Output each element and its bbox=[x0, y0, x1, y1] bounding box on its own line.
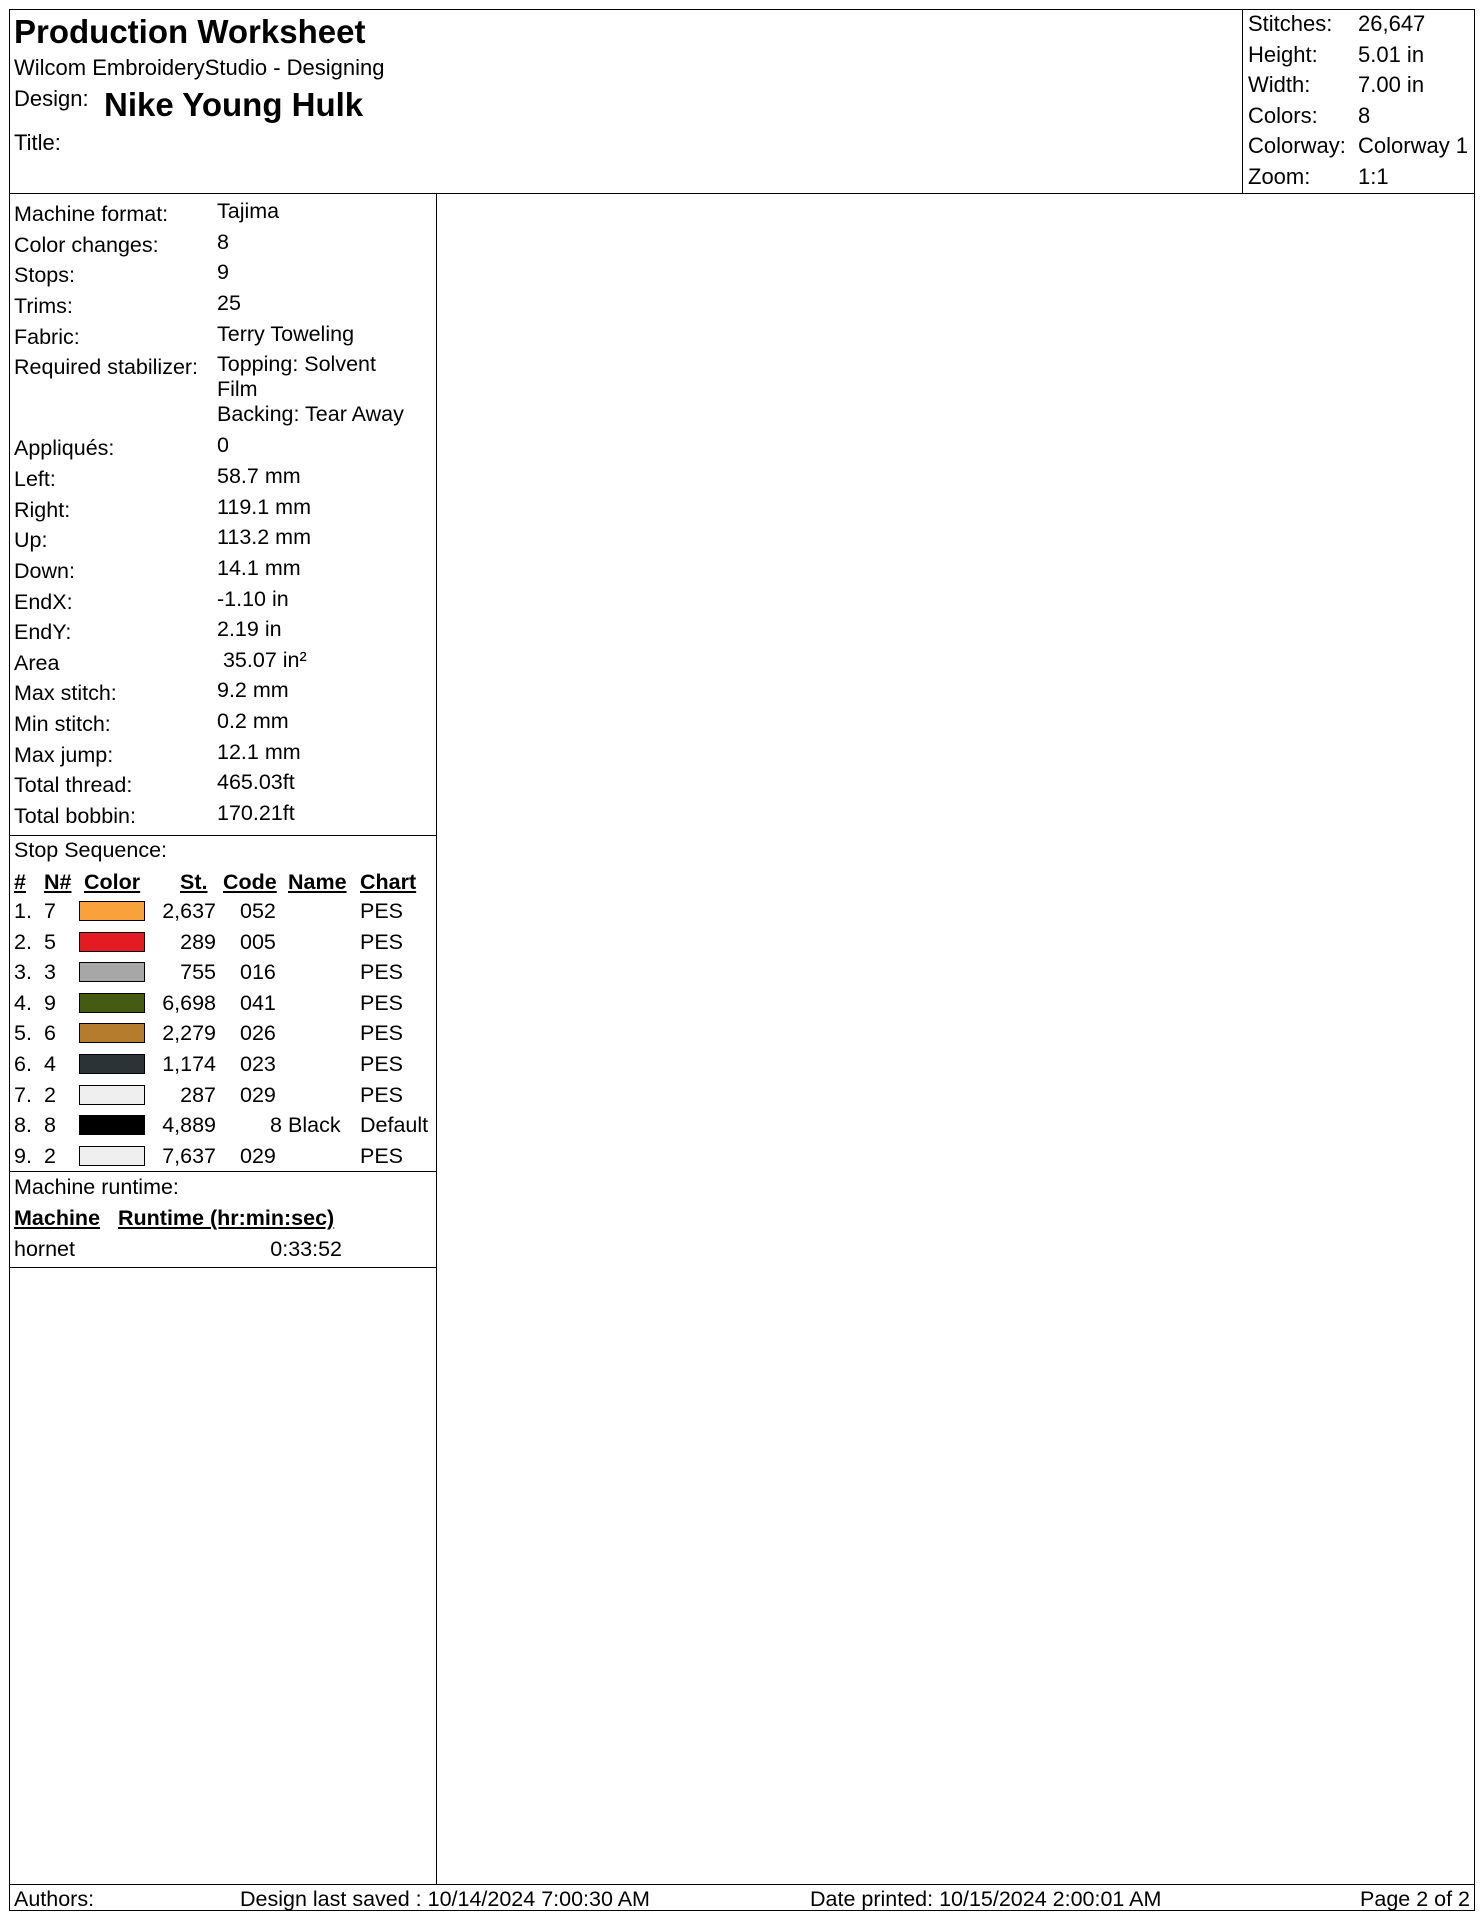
info-label: Left: bbox=[14, 467, 56, 491]
info-label: Total thread: bbox=[14, 773, 133, 797]
info-value: 8 bbox=[217, 230, 229, 254]
stitch-count: 1,174 bbox=[162, 1052, 216, 1076]
info-value: 0.2 mm bbox=[217, 709, 289, 733]
design-stats-box bbox=[1242, 10, 1475, 193]
stop-number: 8. bbox=[14, 1113, 32, 1137]
info-value: 119.1 mm bbox=[217, 495, 311, 519]
application-name: Wilcom EmbroideryStudio - Designing bbox=[14, 55, 385, 80]
column-header-code: Code bbox=[223, 870, 277, 894]
design-name: Nike Young Hulk bbox=[104, 86, 364, 123]
section-divider bbox=[10, 1171, 436, 1172]
stop-number: 5. bbox=[14, 1021, 32, 1045]
machine-runtime-label: Machine runtime: bbox=[14, 1175, 179, 1199]
stop-number: 3. bbox=[14, 960, 32, 984]
worksheet-page bbox=[9, 9, 1475, 1911]
info-label: EndX: bbox=[14, 590, 73, 614]
thread-code: 016 bbox=[240, 960, 276, 984]
stop-sequence-label: Stop Sequence: bbox=[14, 838, 168, 862]
thread-code: 041 bbox=[240, 991, 276, 1015]
color-swatch bbox=[79, 932, 145, 952]
info-label: Right: bbox=[14, 498, 71, 522]
needle-number: 8 bbox=[44, 1113, 56, 1137]
thread-code: 029 bbox=[240, 1083, 276, 1107]
column-header-number: # bbox=[14, 870, 26, 894]
needle-number: 9 bbox=[44, 991, 56, 1015]
thread-chart: PES bbox=[360, 991, 404, 1015]
info-value: 0 bbox=[217, 433, 229, 457]
info-value: Terry Toweling bbox=[217, 322, 355, 346]
needle-number: 6 bbox=[44, 1021, 56, 1045]
column-header-runtime: Runtime (hr:min:sec) bbox=[118, 1206, 335, 1230]
info-value-continued: Film bbox=[217, 377, 258, 401]
color-swatch bbox=[79, 1146, 145, 1166]
color-swatch bbox=[79, 1023, 145, 1043]
info-value: 14.1 mm bbox=[217, 556, 301, 580]
stitch-count: 755 bbox=[180, 960, 216, 984]
thread-chart: PES bbox=[360, 1052, 404, 1076]
thread-code: 052 bbox=[240, 899, 276, 923]
thread-chart: PES bbox=[360, 1144, 404, 1168]
footer-authors: Authors: bbox=[14, 1887, 95, 1911]
stop-number: 6. bbox=[14, 1052, 32, 1076]
stop-number: 7. bbox=[14, 1083, 32, 1107]
info-label: Required stabilizer: bbox=[14, 355, 199, 379]
runtime-machine-name: hornet bbox=[14, 1237, 75, 1261]
info-value: 9.2 mm bbox=[217, 678, 289, 702]
footer-date-printed: Date printed: 10/15/2024 2:00:01 AM bbox=[810, 1887, 1162, 1911]
stitch-count: 6,698 bbox=[162, 991, 216, 1015]
stitch-count: 2,637 bbox=[162, 899, 216, 923]
needle-number: 5 bbox=[44, 930, 56, 954]
info-value: 9 bbox=[217, 260, 229, 284]
thread-name: Black bbox=[288, 1113, 341, 1137]
stat-value: Colorway 1 bbox=[1358, 133, 1469, 158]
info-value: Tajima bbox=[217, 199, 280, 223]
stat-value: 8 bbox=[1358, 103, 1371, 128]
info-value: -1.10 in bbox=[217, 587, 289, 611]
info-value: 35.07 in² bbox=[217, 648, 307, 672]
thread-code: 026 bbox=[240, 1021, 276, 1045]
info-value: 2.19 in bbox=[217, 617, 282, 641]
color-swatch bbox=[79, 1054, 145, 1074]
stitch-count: 7,637 bbox=[162, 1144, 216, 1168]
title-label: Title: bbox=[14, 130, 61, 155]
color-swatch bbox=[79, 901, 145, 921]
info-label: Area bbox=[14, 651, 60, 675]
stat-label: Colorway: bbox=[1248, 133, 1346, 158]
column-header-machine: Machine bbox=[14, 1206, 101, 1230]
color-swatch bbox=[79, 1085, 145, 1105]
stitch-count: 289 bbox=[180, 930, 216, 954]
stitch-count: 4,889 bbox=[162, 1113, 216, 1137]
info-label: Min stitch: bbox=[14, 712, 111, 736]
color-swatch bbox=[79, 962, 145, 982]
info-label: Fabric: bbox=[14, 325, 80, 349]
stat-value: 26,647 bbox=[1358, 11, 1426, 36]
runtime-value: 0:33:52 bbox=[270, 1237, 342, 1261]
info-label: Color changes: bbox=[14, 233, 159, 257]
thread-chart: PES bbox=[360, 1021, 404, 1045]
thread-chart: Default bbox=[360, 1113, 429, 1137]
thread-chart: PES bbox=[360, 1083, 404, 1107]
info-label: Total bobbin: bbox=[14, 804, 136, 828]
stitch-count: 287 bbox=[180, 1083, 216, 1107]
section-divider bbox=[10, 835, 436, 836]
info-label: Appliqués: bbox=[14, 436, 115, 460]
footer-last-saved: Design last saved : 10/14/2024 7:00:30 AM bbox=[240, 1887, 650, 1911]
thread-code: 023 bbox=[240, 1052, 276, 1076]
column-header-needle: N# bbox=[44, 870, 72, 894]
info-value: 113.2 mm bbox=[217, 525, 311, 549]
column-header-name: Name bbox=[288, 870, 347, 894]
info-value-backing: Backing: Tear Away bbox=[217, 402, 404, 426]
stop-number: 2. bbox=[14, 930, 32, 954]
stat-label: Colors: bbox=[1248, 103, 1318, 128]
design-info-column bbox=[10, 194, 437, 1884]
thread-code: 029 bbox=[240, 1144, 276, 1168]
thread-chart: PES bbox=[360, 930, 404, 954]
needle-number: 3 bbox=[44, 960, 56, 984]
info-value: 465.03ft bbox=[217, 770, 295, 794]
stop-number: 4. bbox=[14, 991, 32, 1015]
footer-page-number: Page 2 of 2 bbox=[1360, 1887, 1470, 1911]
stop-number: 9. bbox=[14, 1144, 32, 1168]
info-value: 58.7 mm bbox=[217, 464, 301, 488]
needle-number: 2 bbox=[44, 1144, 56, 1168]
info-label: Trims: bbox=[14, 294, 73, 318]
thread-code: 8 bbox=[270, 1113, 282, 1137]
info-label: Max jump: bbox=[14, 743, 114, 767]
column-header-stitches: St. bbox=[180, 870, 208, 894]
info-value: 25 bbox=[217, 291, 241, 315]
stat-label: Stitches: bbox=[1248, 11, 1333, 36]
color-swatch bbox=[79, 1115, 145, 1135]
stat-value: 1:1 bbox=[1358, 164, 1389, 189]
section-divider bbox=[10, 1267, 436, 1268]
color-swatch bbox=[79, 993, 145, 1013]
info-label: EndY: bbox=[14, 620, 72, 644]
stat-label: Width: bbox=[1248, 72, 1311, 97]
info-value: Topping: Solvent bbox=[217, 352, 376, 376]
thread-code: 005 bbox=[240, 930, 276, 954]
stop-number: 1. bbox=[14, 899, 32, 923]
design-label: Design: bbox=[14, 86, 89, 111]
needle-number: 7 bbox=[44, 899, 56, 923]
needle-number: 4 bbox=[44, 1052, 56, 1076]
column-header-color: Color bbox=[84, 870, 141, 894]
thread-chart: PES bbox=[360, 960, 404, 984]
worksheet-header bbox=[10, 10, 1474, 194]
info-value: 12.1 mm bbox=[217, 740, 301, 764]
stat-value: 5.01 in bbox=[1358, 42, 1425, 67]
info-label: Stops: bbox=[14, 263, 75, 287]
info-label: Machine format: bbox=[14, 202, 169, 226]
stat-label: Height: bbox=[1248, 42, 1318, 67]
worksheet-footer bbox=[10, 1884, 1474, 1911]
info-label: Max stitch: bbox=[14, 681, 117, 705]
info-label: Up: bbox=[14, 528, 48, 552]
stat-value: 7.00 in bbox=[1358, 72, 1425, 97]
stat-label: Zoom: bbox=[1248, 164, 1311, 189]
info-value: 170.21ft bbox=[217, 801, 295, 825]
page-title: Production Worksheet bbox=[14, 13, 366, 50]
info-label: Down: bbox=[14, 559, 75, 583]
thread-chart: PES bbox=[360, 899, 404, 923]
column-header-chart: Chart bbox=[360, 870, 417, 894]
stitch-count: 2,279 bbox=[162, 1021, 216, 1045]
needle-number: 2 bbox=[44, 1083, 56, 1107]
